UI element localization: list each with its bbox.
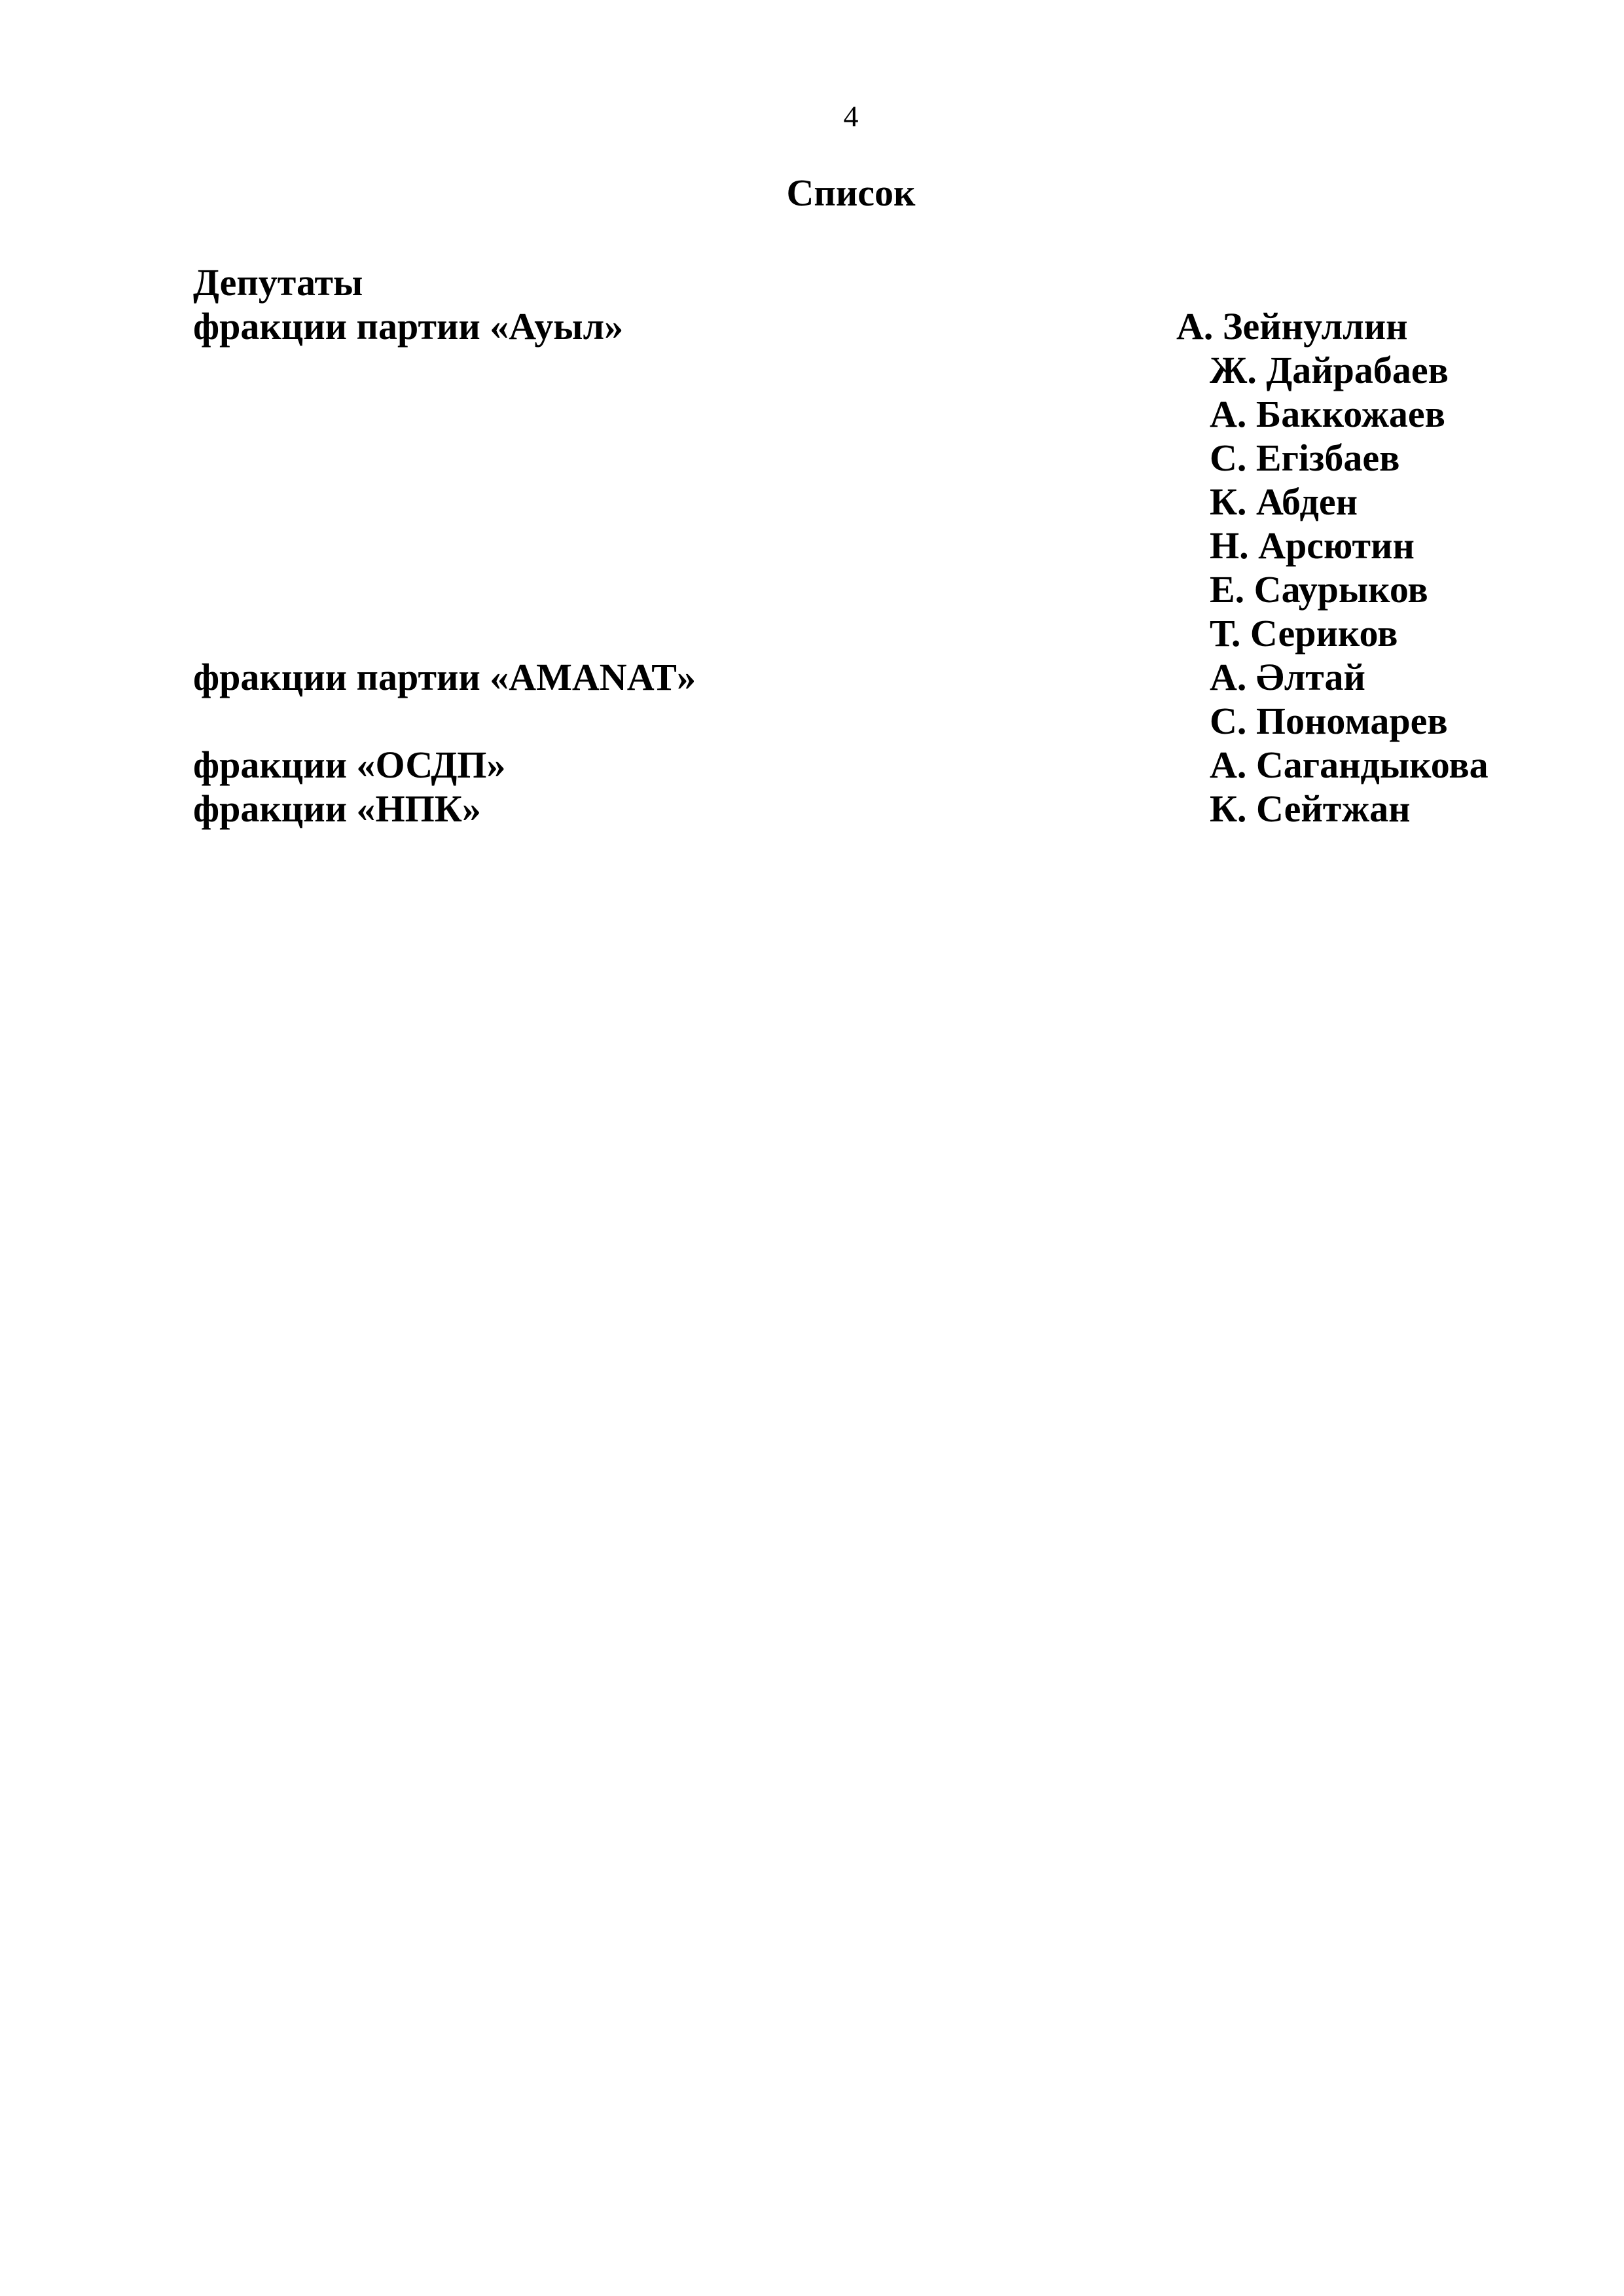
page-title: Список [786,171,916,214]
faction-label-amanat: фракции партии «AMANAT» [193,656,696,698]
member-name: А. Баккожаев [1210,393,1445,435]
deputies-heading: Депутаты [193,261,363,304]
faction-label-npk: фракции «НПК» [193,787,481,830]
member-name: Т. Сериков [1210,612,1398,655]
faction-label-auyl: фракции партии «Ауыл» [193,305,624,348]
member-name: К. Абден [1210,480,1358,523]
member-name: Ж. Дайрабаев [1210,349,1449,391]
member-name: А. Сагандыкова [1210,744,1489,786]
member-name: К. Сейтжан [1210,787,1411,830]
member-name: С. Пономарев [1210,700,1448,742]
member-name: С. Егізбаев [1210,437,1400,479]
member-name: Н. Арсютин [1210,524,1415,567]
member-name: А. Әлтай [1210,656,1365,698]
member-name: А. Зейнуллин [1176,305,1408,348]
member-name: Е. Саурыков [1210,568,1428,611]
faction-label-osdp: фракции «ОСДП» [193,744,506,786]
page-number: 4 [843,99,859,133]
